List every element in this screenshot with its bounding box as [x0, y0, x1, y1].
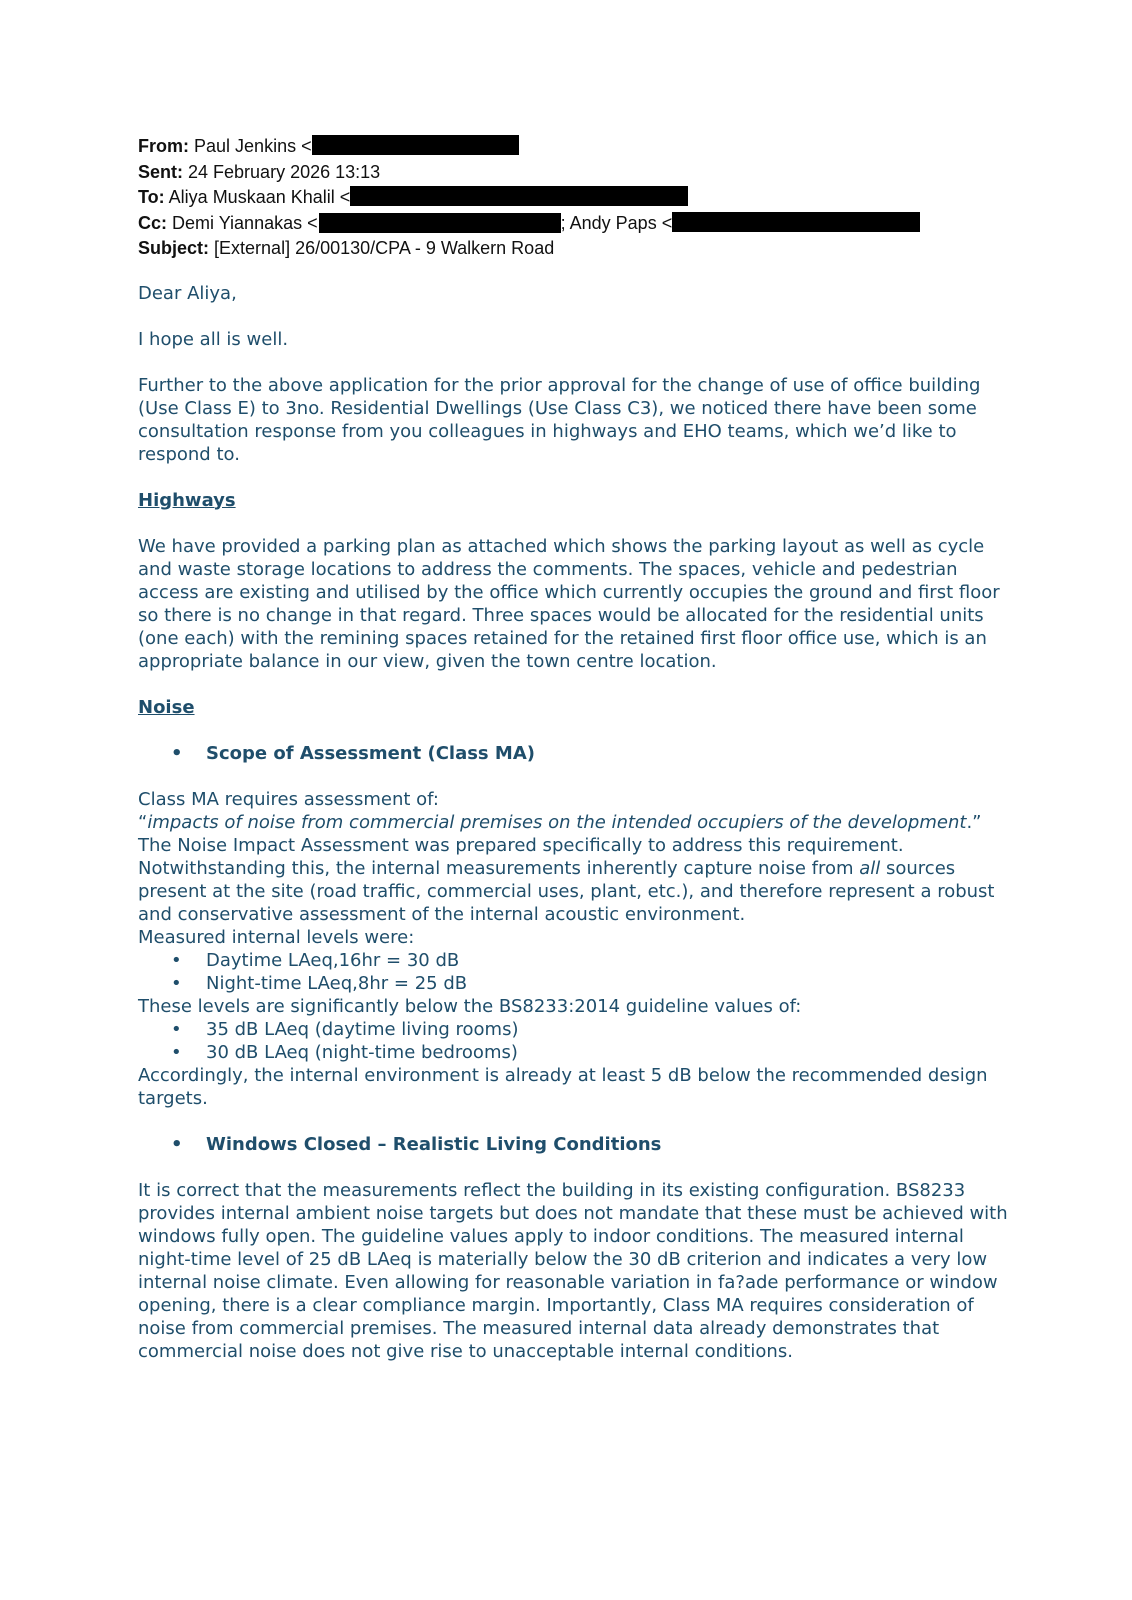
scope-heading: • Scope of Assessment (Class MA): [138, 742, 1008, 765]
scope-purpose: The Noise Impact Assessment was prepared specifically to address this requirement.: [138, 834, 904, 856]
cc-separator: ; Andy Paps <: [560, 212, 673, 233]
list-item: • Night-time LAeq,8hr = 25 dB: [138, 972, 1008, 995]
cc-row: [138, 211, 1008, 237]
greeting: Dear Aliya,: [138, 282, 237, 304]
intro-line: I hope all is well.: [138, 328, 289, 350]
email-body: [138, 282, 1008, 1363]
subject-label: Subject:: [138, 238, 210, 258]
measured-intro: Measured internal levels were:: [138, 926, 415, 948]
guideline-intro: These levels are significantly below the BS8233:2014 guideline values of:: [138, 995, 802, 1017]
from-row: [138, 134, 1008, 160]
windows-paragraph: It is correct that the measurements reflect the building in its existing configuration. BS8233 provides internal ambient noise targets but does not mandate that these must be achieved with windows fully open. The guideline values apply to indoor conditions. The measured internal night-time level of 25 dB LAeq is materially below the 30 dB criterion and indicates a very low internal noise climate. Even allowing for reasonable variation in fa?ade performance or window opening, there is a clear compliance margin. Importantly, Class MA requires consideration of noise from commercial premises. The measured internal data already demonstrates that commercial noise does not give rise to unacceptable internal conditions.: [138, 1179, 1008, 1362]
intro-paragraph: Further to the above application for the prior approval for the change of use of office building (Use Class E) to 3no. Residential Dwellings (Use Class C3), we noticed there have been some consultation response from you colleagues in highways and EHO teams, which we’d like to respond to.: [138, 374, 981, 465]
redaction-bar: [319, 213, 561, 233]
to-row: [138, 185, 1008, 211]
email-header: [138, 134, 1008, 262]
sent-value: 24 February 2026 13:13: [188, 161, 381, 182]
noise-heading: Noise: [138, 696, 195, 718]
accordingly-paragraph: Accordingly, the internal environment is already at least 5 dB below the recommended design targets.: [138, 1064, 988, 1109]
redacted-email-link[interactable]: [319, 216, 561, 231]
from-label: From:: [138, 136, 189, 156]
quote-open: “: [138, 811, 148, 833]
email-document: [138, 134, 1008, 1363]
list-item: • 35 dB LAeq (daytime living rooms): [138, 1018, 1008, 1041]
to-name: Aliya Muskaan Khalil <: [168, 187, 351, 207]
list-item: • 30 dB LAeq (night-time bedrooms): [138, 1041, 1008, 1064]
highways-paragraph: We have provided a parking plan as attached which shows the parking layout as well as cycle and waste storage locations to address the comments. The spaces, vehicle and pedestrian access are existing and utilised by the office which currently occupies the ground and first floor so there is no change in that regard. Three spaces would be allocated for the residential units (one each) with the remining spaces retained for the retained first floor office use, which is an appropriate balance in our view, given the town centre location.: [138, 535, 1000, 672]
from-name: Paul Jenkins <: [194, 136, 312, 156]
cc-name: Demi Yiannakas <: [172, 212, 318, 233]
scope-text-b: sources present at the site (road traffic, commercial uses, plant, etc.), and therefore represent a robust and conservative assessment of the internal acoustic environment.: [138, 857, 995, 925]
redacted-email: [312, 135, 519, 155]
scope-notwithstanding: [138, 857, 1008, 926]
subject-row: [138, 236, 1008, 262]
cc-label: Cc:: [138, 212, 168, 233]
to-label: To:: [138, 187, 165, 207]
list-item: • Daytime LAeq,16hr = 30 dB: [138, 949, 1008, 972]
redacted-email: [350, 186, 688, 206]
windows-heading: • Windows Closed – Realistic Living Conditions: [138, 1133, 1008, 1156]
subject-value: [External] 26/00130/CPA - 9 Walkern Road: [214, 238, 555, 258]
highways-heading: Highways: [138, 489, 236, 511]
quote-text: impacts of noise from commercial premises on the intended occupiers of the development: [147, 811, 967, 833]
sent-label: Sent:: [138, 161, 183, 182]
quote-close: .”: [966, 811, 982, 833]
scope-quote: [138, 811, 1008, 834]
scope-intro: Class MA requires assessment of:: [138, 788, 439, 810]
scope-emphasis: all: [859, 857, 881, 879]
scope-text-a: Notwithstanding this, the internal measurements inherently capture noise from: [138, 857, 860, 879]
sent-row: [138, 160, 1008, 186]
redacted-email: [672, 212, 920, 232]
